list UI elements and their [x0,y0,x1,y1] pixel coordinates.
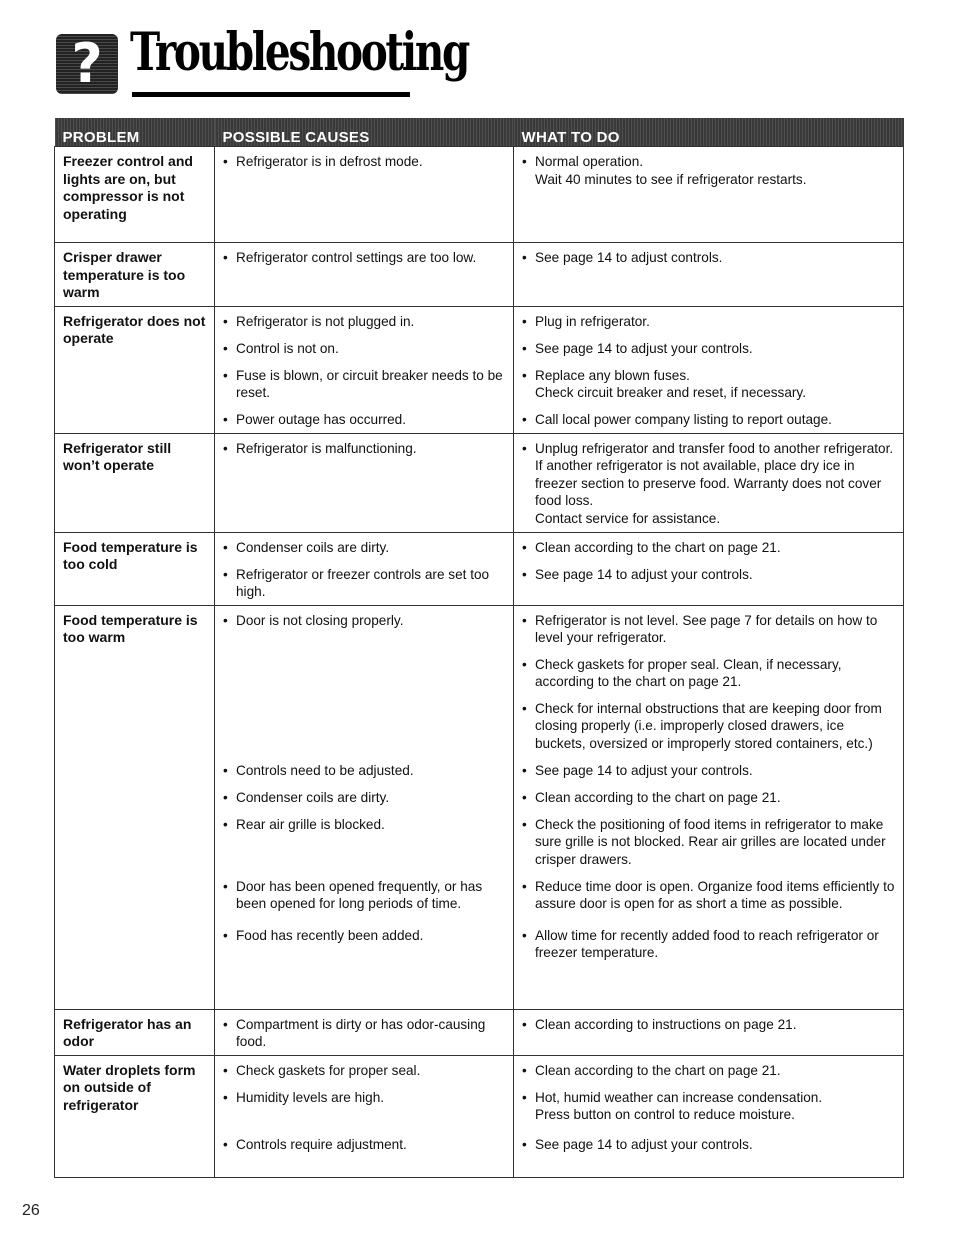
action-text: Clean according to the chart on page 21. [535,1062,781,1078]
bullet-icon: • [522,612,527,628]
action-text: Normal operation. Wait 40 minutes to see if refrigerator restarts. [535,154,807,187]
table-row [55,1009,904,1055]
action-item [522,249,897,267]
action-text: Clean according to instructions on page 21. [535,1016,797,1032]
table-row [55,605,904,1009]
action-text: Reduce time door is open. Organize food items efficiently to assure door is open for as short a time as possible. [535,878,895,911]
action-item [522,762,897,780]
actions-cell [514,532,904,605]
bullet-icon: • [522,1136,527,1152]
action-text: See page 14 to adjust your controls. [535,340,753,356]
cause-item [223,700,507,753]
bullet-icon: • [522,313,527,329]
problem-cell: Food temperature is too cold [55,532,215,605]
column-header-what-to-do: WHAT TO DO [514,118,904,147]
causes-cell [215,433,514,532]
action-text: Clean according to the chart on page 21. [535,539,781,555]
cause-text: Refrigerator or freezer controls are set too high. [236,566,490,599]
action-item [522,789,897,807]
bullet-icon: • [522,440,527,456]
cause-item [223,153,507,188]
bullet-icon: • [522,789,527,805]
cause-item [223,1016,507,1051]
bullet-icon: • [223,566,228,582]
action-text: Check for internal obstructions that are keeping door from closing properly (i.e. improperly closed drawers, ice buckets, oversized or improperly stored containers, etc.) [535,700,882,751]
title-underline [132,92,410,97]
problem-cell: Freezer control and lights are on, but compressor is not operating [55,147,215,243]
actions-cell [514,1009,904,1055]
cause-text: Food has recently been added. [236,927,424,943]
bullet-icon: • [522,340,527,356]
table-body [55,147,904,1178]
page-number: 26 [22,1202,40,1219]
action-text: Unplug refrigerator and transfer food to another refrigerator. If another refrigerator is not available, place dry ice in freezer section to preserve food. Warranty does not cover food loss. Contact service for assistance. [535,440,894,526]
causes-cell [215,1009,514,1055]
action-text: See page 14 to adjust your controls. [535,566,753,582]
table-row [55,433,904,532]
table-row [55,1055,904,1177]
causes-cell [215,243,514,307]
action-item [522,340,897,358]
cause-item [223,249,507,267]
cause-item [223,878,507,913]
action-text: Check gaskets for proper seal. Clean, if necessary, according to the chart on page 21. [535,656,842,689]
bullet-icon: • [522,250,527,265]
table-row [55,147,904,243]
cause-item [223,539,507,557]
bullet-icon: • [223,878,228,894]
action-item [522,367,897,402]
cause-text: Rear air grille is blocked. [236,816,385,832]
bullet-icon: • [522,539,527,555]
cause-text: Fuse is blown, or circuit breaker needs to be reset. [236,367,503,400]
action-item [522,1016,897,1051]
bullet-icon: • [522,154,527,169]
action-item [522,411,897,429]
bullet-icon: • [522,1016,527,1032]
bullet-icon: • [522,1089,527,1105]
causes-cell [215,1055,514,1177]
cause-item [223,440,507,528]
cause-text: Power outage has occurred. [236,411,407,427]
bullet-icon: • [223,816,228,832]
bullet-icon: • [223,539,228,555]
column-header-problem: PROBLEM [55,118,215,147]
action-item [522,1089,897,1124]
action-text: See page 14 to adjust your controls. [535,762,753,778]
page-title: Troubleshooting [130,22,469,83]
cause-text: Condenser coils are dirty. [236,789,390,805]
problem-cell: Food temperature is too warm [55,605,215,1009]
cause-item [223,656,507,691]
bullet-icon: • [522,566,527,582]
cause-text: Control is not on. [236,340,339,356]
action-text: Replace any blown fuses. Check circuit breaker and reset, if necessary. [535,367,806,400]
bullet-icon: • [223,154,228,169]
action-text: Call local power company listing to report outage. [535,411,832,427]
action-item [522,153,897,188]
bullet-icon: • [223,1089,228,1105]
bullet-icon: • [223,1062,228,1078]
troubleshooting-table [54,118,904,1178]
cause-text: Refrigerator is in defrost mode. [236,154,423,169]
action-item [522,927,897,962]
action-item [522,612,897,647]
cause-item [223,340,507,358]
bullet-icon: • [522,878,527,894]
cause-item [223,313,507,331]
cause-text: Compartment is dirty or has odor-causing food. [236,1016,486,1049]
cause-text: Door has been opened frequently, or has been opened for long periods of time. [236,878,483,911]
cause-item [223,927,507,962]
bullet-icon: • [522,656,527,672]
bullet-icon: • [522,411,527,427]
cause-text: Humidity levels are high. [236,1089,385,1105]
cause-item [223,367,507,402]
actions-cell [514,147,904,243]
cause-text: Controls require adjustment. [236,1136,407,1152]
bullet-icon: • [522,700,527,716]
problem-cell: Crisper drawer temperature is too warm [55,243,215,307]
action-text: Hot, humid weather can increase condensation. Press button on control to reduce moisture. [535,1089,823,1122]
action-text: Check the positioning of food items in refrigerator to make sure grille is not blocked. Rear air grilles are located under crisper drawers. [535,816,886,867]
action-item [522,878,897,913]
action-text: See page 14 to adjust your controls. [535,1136,753,1152]
column-header-possible-causes: POSSIBLE CAUSES [215,118,514,147]
bullet-icon: • [223,762,228,778]
actions-cell [514,433,904,532]
action-item [522,313,897,331]
cause-item [223,1136,507,1154]
action-text: Clean according to the chart on page 21. [535,789,781,805]
cause-text: Refrigerator control settings are too low. [236,250,477,265]
actions-cell [514,605,904,1009]
action-item [522,656,897,691]
cause-item [223,612,507,647]
bullet-icon: • [223,250,228,265]
action-item [522,1062,897,1080]
actions-cell [514,1055,904,1177]
cause-text: Refrigerator is not plugged in. [236,313,415,329]
table-row [55,306,904,433]
bullet-icon: • [223,612,228,628]
bullet-icon: • [223,927,228,943]
bullet-icon: • [223,313,228,329]
problem-cell: Refrigerator still won’t operate [55,433,215,532]
cause-item [223,1062,507,1080]
table-row [55,532,904,605]
action-item [522,816,897,869]
cause-text [223,700,507,753]
action-item [522,440,897,528]
cause-text [223,656,507,691]
cause-text: Condenser coils are dirty. [236,539,390,555]
problem-cell: Water droplets form on outside of refrigerator [55,1055,215,1177]
causes-cell [215,147,514,243]
bullet-icon: • [522,367,527,383]
cause-item [223,762,507,780]
bullet-icon: • [223,1136,228,1152]
action-text: Refrigerator is not level. See page 7 for details on how to level your refrigerator. [535,612,878,645]
problem-cell: Refrigerator does not operate [55,306,215,433]
action-text: Plug in refrigerator. [535,313,650,329]
cause-item [223,816,507,869]
bullet-icon: • [223,789,228,805]
bullet-icon: • [223,367,228,383]
action-item [522,1136,897,1154]
action-item [522,539,897,557]
table-header-row [55,118,904,147]
bullet-icon: • [223,440,228,456]
cause-text: Controls need to be adjusted. [236,762,414,778]
bullet-icon: • [522,1062,527,1078]
cause-text: Refrigerator is malfunctioning. [236,440,417,456]
bullet-icon: • [223,411,228,427]
causes-cell [215,306,514,433]
actions-cell [514,306,904,433]
bullet-icon: • [522,816,527,832]
cause-item [223,1089,507,1124]
bullet-icon: • [522,927,527,943]
question-mark-icon: ? [56,34,118,94]
action-text: See page 14 to adjust controls. [535,250,723,265]
table-row [55,243,904,307]
cause-text: Door is not closing properly. [236,612,404,628]
action-item [522,700,897,753]
cause-item [223,411,507,429]
action-text: Allow time for recently added food to reach refrigerator or freezer temperature. [535,927,879,960]
bullet-icon: • [223,340,228,356]
action-item [522,566,897,601]
cause-item [223,789,507,807]
bullet-icon: • [223,1016,228,1032]
cause-text: Check gaskets for proper seal. [236,1062,421,1078]
problem-cell: Refrigerator has an odor [55,1009,215,1055]
bullet-icon: • [522,762,527,778]
cause-item [223,566,507,601]
causes-cell [215,605,514,1009]
actions-cell [514,243,904,307]
causes-cell [215,532,514,605]
